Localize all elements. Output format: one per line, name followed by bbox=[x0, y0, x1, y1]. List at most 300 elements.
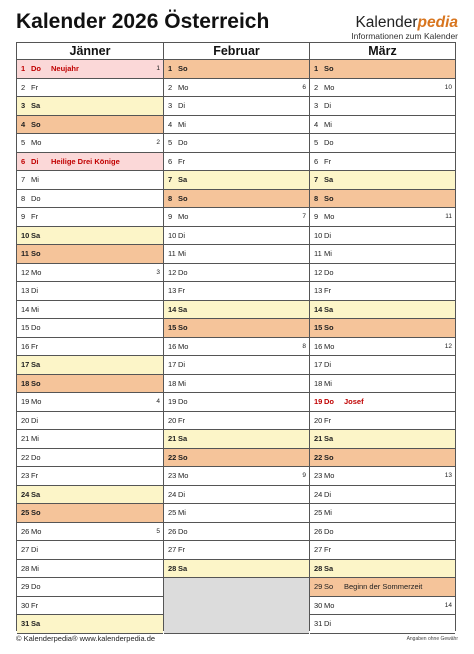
day-row bbox=[310, 153, 455, 172]
weekday-label: Di bbox=[324, 619, 332, 628]
weekday-label: Mo bbox=[178, 82, 189, 92]
day-number: 23 bbox=[314, 471, 323, 480]
weekday-label: Do bbox=[31, 64, 41, 73]
weekday-label: Fr bbox=[178, 156, 186, 166]
weekday-label: Sa bbox=[31, 489, 41, 499]
weekday-label: So bbox=[324, 64, 334, 73]
day-number: 5 bbox=[314, 138, 319, 147]
weekday-label: Do bbox=[31, 452, 41, 462]
weekday-label: Fr bbox=[178, 286, 186, 295]
day-number: 23 bbox=[21, 471, 30, 480]
day-row bbox=[17, 171, 163, 190]
day-number: 14 bbox=[314, 304, 323, 314]
weekday-label: Di bbox=[324, 360, 332, 369]
weekday-label: Fr bbox=[324, 415, 332, 425]
weekday-label: Di bbox=[324, 101, 332, 110]
day-row bbox=[310, 375, 455, 394]
weekday-label: Di bbox=[31, 286, 39, 295]
day-number: 16 bbox=[21, 341, 30, 351]
week-number: 2 bbox=[156, 139, 160, 146]
day-number: 10 bbox=[314, 230, 323, 240]
day-row bbox=[164, 560, 309, 579]
day-list bbox=[310, 60, 455, 634]
day-row bbox=[17, 412, 163, 431]
month-header: März bbox=[310, 42, 455, 60]
day-number: 9 bbox=[168, 212, 173, 221]
day-number: 13 bbox=[314, 286, 323, 295]
day-number: 21 bbox=[21, 434, 30, 443]
weekday-label: Fr bbox=[178, 415, 186, 425]
day-number: 24 bbox=[168, 489, 177, 499]
day-row bbox=[164, 208, 309, 227]
month-header: Februar bbox=[164, 42, 309, 60]
weekday-label: Mo bbox=[31, 397, 42, 406]
footer-copyright: © Kalenderpedia® www.kalenderpedia.de bbox=[16, 634, 156, 643]
day-row bbox=[164, 79, 309, 98]
day-number: 6 bbox=[168, 156, 173, 166]
day-row bbox=[164, 375, 309, 394]
day-number: 2 bbox=[314, 82, 319, 92]
weekday-label: Fr bbox=[31, 341, 39, 351]
day-row bbox=[17, 97, 163, 116]
day-row bbox=[164, 319, 309, 338]
day-number: 31 bbox=[21, 619, 30, 628]
day-row bbox=[17, 60, 163, 79]
day-row bbox=[310, 60, 455, 79]
day-number: 20 bbox=[168, 415, 177, 425]
day-row bbox=[164, 60, 309, 79]
day-row bbox=[164, 153, 309, 172]
day-number: 7 bbox=[168, 175, 173, 184]
weekday-label: Mo bbox=[324, 341, 335, 351]
day-row bbox=[17, 190, 163, 209]
weekday-label: Mi bbox=[178, 508, 186, 517]
weekday-label: Do bbox=[324, 526, 334, 536]
week-number: 13 bbox=[444, 472, 452, 479]
day-row bbox=[17, 393, 163, 412]
weekday-label: Di bbox=[178, 489, 186, 499]
day-number: 8 bbox=[21, 193, 26, 203]
day-row bbox=[17, 153, 163, 172]
day-row bbox=[17, 301, 163, 320]
day-row bbox=[17, 486, 163, 505]
day-number: 10 bbox=[21, 230, 30, 240]
day-number: 18 bbox=[21, 378, 30, 388]
weekday-label: Sa bbox=[324, 434, 334, 443]
calendar-grid bbox=[16, 42, 456, 631]
weekday-label: Di bbox=[31, 415, 39, 425]
day-number: 17 bbox=[21, 360, 30, 369]
day-row bbox=[164, 504, 309, 523]
weekday-label: Mi bbox=[31, 175, 39, 184]
day-row bbox=[17, 504, 163, 523]
weekday-label: Di bbox=[31, 156, 39, 166]
weekday-label: So bbox=[324, 452, 334, 462]
brand-name-accent: pedia bbox=[417, 14, 458, 31]
weekday-label: Sa bbox=[178, 434, 188, 443]
day-number: 23 bbox=[168, 471, 177, 480]
day-row bbox=[310, 282, 455, 301]
weekday-label: Sa bbox=[31, 230, 41, 240]
month-header: Jänner bbox=[17, 42, 163, 60]
weekday-label: Mo bbox=[324, 82, 335, 92]
weekday-label: So bbox=[178, 323, 188, 332]
day-row bbox=[164, 523, 309, 542]
day-number: 3 bbox=[168, 101, 173, 110]
weekday-label: Do bbox=[178, 526, 188, 536]
day-row bbox=[310, 486, 455, 505]
day-row bbox=[310, 597, 455, 616]
day-row bbox=[310, 208, 455, 227]
day-row bbox=[310, 171, 455, 190]
day-row bbox=[17, 116, 163, 135]
day-row bbox=[164, 116, 309, 135]
day-number: 1 bbox=[314, 64, 319, 73]
day-row bbox=[310, 264, 455, 283]
day-number: 8 bbox=[168, 193, 173, 203]
day-list bbox=[164, 60, 309, 634]
day-row bbox=[310, 504, 455, 523]
brand-name bbox=[351, 14, 458, 31]
weekday-label: Fr bbox=[31, 471, 39, 480]
week-number: 7 bbox=[302, 213, 306, 220]
day-row bbox=[164, 227, 309, 246]
weekday-label: Mi bbox=[178, 378, 186, 388]
week-number: 12 bbox=[444, 342, 452, 350]
day-row bbox=[164, 301, 309, 320]
weekday-label: Fr bbox=[31, 600, 39, 610]
day-list bbox=[17, 60, 163, 634]
month-column-1 bbox=[163, 42, 310, 631]
weekday-label: Mi bbox=[324, 249, 332, 258]
week-number: 3 bbox=[156, 268, 160, 276]
week-number: 1 bbox=[156, 65, 160, 72]
day-row bbox=[164, 412, 309, 431]
day-row bbox=[310, 301, 455, 320]
day-number: 29 bbox=[21, 582, 30, 591]
day-number: 20 bbox=[21, 415, 30, 425]
holiday-label: Neujahr bbox=[51, 64, 79, 73]
weekday-label: Sa bbox=[31, 619, 41, 628]
day-number: 7 bbox=[314, 175, 319, 184]
day-row bbox=[310, 134, 455, 153]
day-number: 24 bbox=[21, 489, 30, 499]
day-row bbox=[310, 412, 455, 431]
day-number: 11 bbox=[21, 249, 29, 258]
day-row bbox=[164, 282, 309, 301]
day-number: 3 bbox=[314, 101, 319, 110]
holiday-label: Beginn der Sommerzeit bbox=[344, 582, 423, 591]
day-row bbox=[310, 97, 455, 116]
day-row bbox=[310, 338, 455, 357]
weekday-label: Fr bbox=[324, 156, 332, 166]
day-row bbox=[310, 190, 455, 209]
day-number: 4 bbox=[314, 119, 319, 129]
day-number: 24 bbox=[314, 489, 323, 499]
day-row bbox=[310, 541, 455, 560]
day-row bbox=[310, 79, 455, 98]
week-number: 10 bbox=[444, 83, 452, 91]
weekday-label: So bbox=[324, 323, 334, 332]
day-row bbox=[164, 356, 309, 375]
weekday-label: Mo bbox=[31, 267, 42, 277]
week-number: 11 bbox=[445, 213, 452, 220]
day-row bbox=[310, 615, 455, 634]
day-row bbox=[17, 208, 163, 227]
day-number: 20 bbox=[314, 415, 323, 425]
day-row bbox=[310, 560, 455, 579]
weekday-label: Sa bbox=[324, 175, 334, 184]
day-number: 12 bbox=[168, 267, 177, 277]
holiday-label: Heilige Drei Könige bbox=[51, 156, 120, 166]
day-number: 10 bbox=[168, 230, 177, 240]
day-number: 14 bbox=[21, 304, 30, 314]
day-number: 22 bbox=[314, 452, 323, 462]
day-row bbox=[17, 245, 163, 264]
day-row bbox=[17, 615, 163, 634]
day-number: 26 bbox=[168, 526, 177, 536]
day-row bbox=[164, 245, 309, 264]
day-number: 21 bbox=[168, 434, 177, 443]
day-row bbox=[164, 171, 309, 190]
day-number: 3 bbox=[21, 101, 26, 110]
week-number: 8 bbox=[302, 342, 306, 350]
day-number: 15 bbox=[168, 323, 177, 332]
day-number: 8 bbox=[314, 193, 319, 203]
day-row bbox=[310, 227, 455, 246]
day-row bbox=[310, 116, 455, 135]
day-row bbox=[310, 393, 455, 412]
day-number: 19 bbox=[168, 397, 177, 406]
weekday-label: Di bbox=[178, 230, 186, 240]
holiday-label: Josef bbox=[344, 397, 364, 406]
day-row bbox=[164, 449, 309, 468]
day-row bbox=[17, 79, 163, 98]
weekday-label: Di bbox=[178, 360, 186, 369]
day-number: 28 bbox=[21, 563, 30, 573]
day-number: 9 bbox=[314, 212, 319, 221]
weekday-label: Do bbox=[31, 323, 41, 332]
weekday-label: So bbox=[324, 582, 334, 591]
weekday-label: Do bbox=[324, 397, 334, 406]
day-number: 17 bbox=[168, 360, 177, 369]
day-number: 19 bbox=[21, 397, 30, 406]
day-number: 31 bbox=[314, 619, 323, 628]
day-number: 21 bbox=[314, 434, 323, 443]
day-row bbox=[164, 264, 309, 283]
day-row bbox=[17, 375, 163, 394]
weekday-label: Mi bbox=[324, 378, 332, 388]
weekday-label: Sa bbox=[178, 563, 188, 573]
day-row bbox=[164, 486, 309, 505]
day-row bbox=[17, 338, 163, 357]
weekday-label: Do bbox=[178, 267, 188, 277]
week-number: 4 bbox=[156, 398, 160, 405]
day-number: 28 bbox=[168, 563, 177, 573]
weekday-label: Mi bbox=[178, 119, 186, 129]
day-row bbox=[310, 467, 455, 486]
day-number: 9 bbox=[21, 212, 26, 221]
footer-disclaimer: Angaben ohne Gewähr bbox=[406, 636, 458, 642]
day-number: 11 bbox=[314, 249, 322, 258]
day-row bbox=[164, 393, 309, 412]
day-row bbox=[310, 523, 455, 542]
day-number: 28 bbox=[314, 563, 323, 573]
weekday-label: Di bbox=[324, 489, 332, 499]
day-number: 26 bbox=[314, 526, 323, 536]
day-row bbox=[17, 578, 163, 597]
weekday-label: Mo bbox=[324, 471, 335, 480]
day-number: 14 bbox=[168, 304, 177, 314]
day-row bbox=[17, 541, 163, 560]
weekday-label: Mo bbox=[178, 212, 189, 221]
day-number: 6 bbox=[314, 156, 319, 166]
weekday-label: Fr bbox=[31, 212, 39, 221]
day-row bbox=[164, 134, 309, 153]
day-number: 16 bbox=[168, 341, 177, 351]
day-number: 19 bbox=[314, 397, 323, 406]
day-row bbox=[17, 560, 163, 579]
day-row bbox=[17, 319, 163, 338]
day-number: 5 bbox=[168, 138, 173, 147]
day-number: 27 bbox=[314, 545, 323, 554]
day-number: 26 bbox=[21, 526, 30, 536]
weekday-label: So bbox=[31, 119, 41, 129]
day-row bbox=[17, 430, 163, 449]
day-row bbox=[310, 578, 455, 597]
brand-subtitle: Informationen zum Kalender bbox=[351, 31, 458, 41]
day-row bbox=[164, 190, 309, 209]
month-column-0 bbox=[16, 42, 164, 631]
weekday-label: Do bbox=[178, 397, 188, 406]
weekday-label: Sa bbox=[324, 563, 334, 573]
day-number: 15 bbox=[21, 323, 30, 332]
day-number: 15 bbox=[314, 323, 323, 332]
day-row bbox=[17, 356, 163, 375]
day-number: 22 bbox=[21, 452, 30, 462]
weekday-label: Mi bbox=[31, 434, 39, 443]
day-number: 13 bbox=[168, 286, 177, 295]
day-number: 2 bbox=[21, 82, 26, 92]
weekday-label: Di bbox=[31, 545, 39, 554]
day-row bbox=[310, 319, 455, 338]
day-row bbox=[164, 97, 309, 116]
weekday-label: Mi bbox=[31, 304, 39, 314]
day-number: 5 bbox=[21, 138, 26, 147]
weekday-label: Mo bbox=[324, 600, 335, 610]
day-number: 12 bbox=[314, 267, 323, 277]
day-row bbox=[310, 245, 455, 264]
day-row bbox=[164, 541, 309, 560]
day-row bbox=[17, 264, 163, 283]
day-number: 16 bbox=[314, 341, 323, 351]
weekday-label: Mo bbox=[178, 341, 189, 351]
day-row bbox=[164, 430, 309, 449]
weekday-label: So bbox=[31, 249, 41, 258]
day-number: 1 bbox=[168, 64, 173, 73]
weekday-label: Di bbox=[324, 230, 332, 240]
weekday-label: Mo bbox=[31, 526, 42, 536]
weekday-label: Mo bbox=[178, 471, 189, 480]
weekday-label: Fr bbox=[178, 545, 186, 554]
day-row bbox=[310, 430, 455, 449]
page-title: Kalender 2026 Österreich bbox=[16, 10, 270, 33]
weekday-label: Mi bbox=[31, 563, 39, 573]
day-row bbox=[17, 523, 163, 542]
day-number: 4 bbox=[21, 119, 26, 129]
day-row bbox=[17, 227, 163, 246]
weekday-label: So bbox=[178, 64, 188, 73]
day-number: 25 bbox=[314, 508, 323, 517]
day-number: 30 bbox=[314, 600, 323, 610]
weekday-label: So bbox=[31, 378, 41, 388]
weekday-label: Fr bbox=[324, 545, 332, 554]
weekday-label: So bbox=[324, 193, 334, 203]
weekday-label: Do bbox=[178, 138, 188, 147]
day-row bbox=[164, 467, 309, 486]
day-row bbox=[17, 449, 163, 468]
weekday-label: Do bbox=[31, 193, 41, 203]
weekday-label: Mi bbox=[324, 119, 332, 129]
day-row bbox=[17, 597, 163, 616]
week-number: 14 bbox=[444, 601, 452, 609]
day-number: 27 bbox=[21, 545, 30, 554]
day-row bbox=[17, 134, 163, 153]
weekday-label: Do bbox=[31, 582, 41, 591]
weekday-label: Sa bbox=[31, 101, 41, 110]
weekday-label: So bbox=[31, 508, 41, 517]
month-column-2 bbox=[309, 42, 456, 631]
day-number: 4 bbox=[168, 119, 173, 129]
week-number: 6 bbox=[302, 83, 306, 91]
day-number: 30 bbox=[21, 600, 30, 610]
day-number: 18 bbox=[314, 378, 323, 388]
weekday-label: Sa bbox=[178, 175, 188, 184]
weekday-label: Mo bbox=[324, 212, 335, 221]
weekday-label: Do bbox=[324, 138, 334, 147]
weekday-label: Di bbox=[178, 101, 186, 110]
day-row bbox=[310, 449, 455, 468]
brand-logo bbox=[351, 14, 458, 41]
weekday-label: Do bbox=[324, 267, 334, 277]
day-number: 13 bbox=[21, 286, 30, 295]
weekday-label: So bbox=[178, 193, 188, 203]
day-number: 22 bbox=[168, 452, 177, 462]
day-number: 1 bbox=[21, 64, 26, 73]
weekday-label: Sa bbox=[324, 304, 334, 314]
week-number: 5 bbox=[156, 527, 160, 535]
day-number: 2 bbox=[168, 82, 173, 92]
day-number: 25 bbox=[168, 508, 177, 517]
weekday-label: Mi bbox=[178, 249, 186, 258]
day-number: 6 bbox=[21, 156, 26, 166]
weekday-label: Mi bbox=[324, 508, 332, 517]
weekday-label: Fr bbox=[31, 82, 39, 92]
day-row bbox=[17, 467, 163, 486]
weekday-label: Mo bbox=[31, 138, 42, 147]
weekday-label: So bbox=[178, 452, 188, 462]
brand-name-plain: Kalender bbox=[355, 14, 418, 31]
weekday-label: Sa bbox=[178, 304, 188, 314]
empty-days-filler bbox=[164, 578, 309, 634]
weekday-label: Fr bbox=[324, 286, 332, 295]
day-number: 17 bbox=[314, 360, 323, 369]
day-number: 18 bbox=[168, 378, 177, 388]
day-number: 25 bbox=[21, 508, 30, 517]
day-row bbox=[164, 338, 309, 357]
week-number: 9 bbox=[302, 472, 306, 479]
day-number: 11 bbox=[168, 249, 176, 258]
